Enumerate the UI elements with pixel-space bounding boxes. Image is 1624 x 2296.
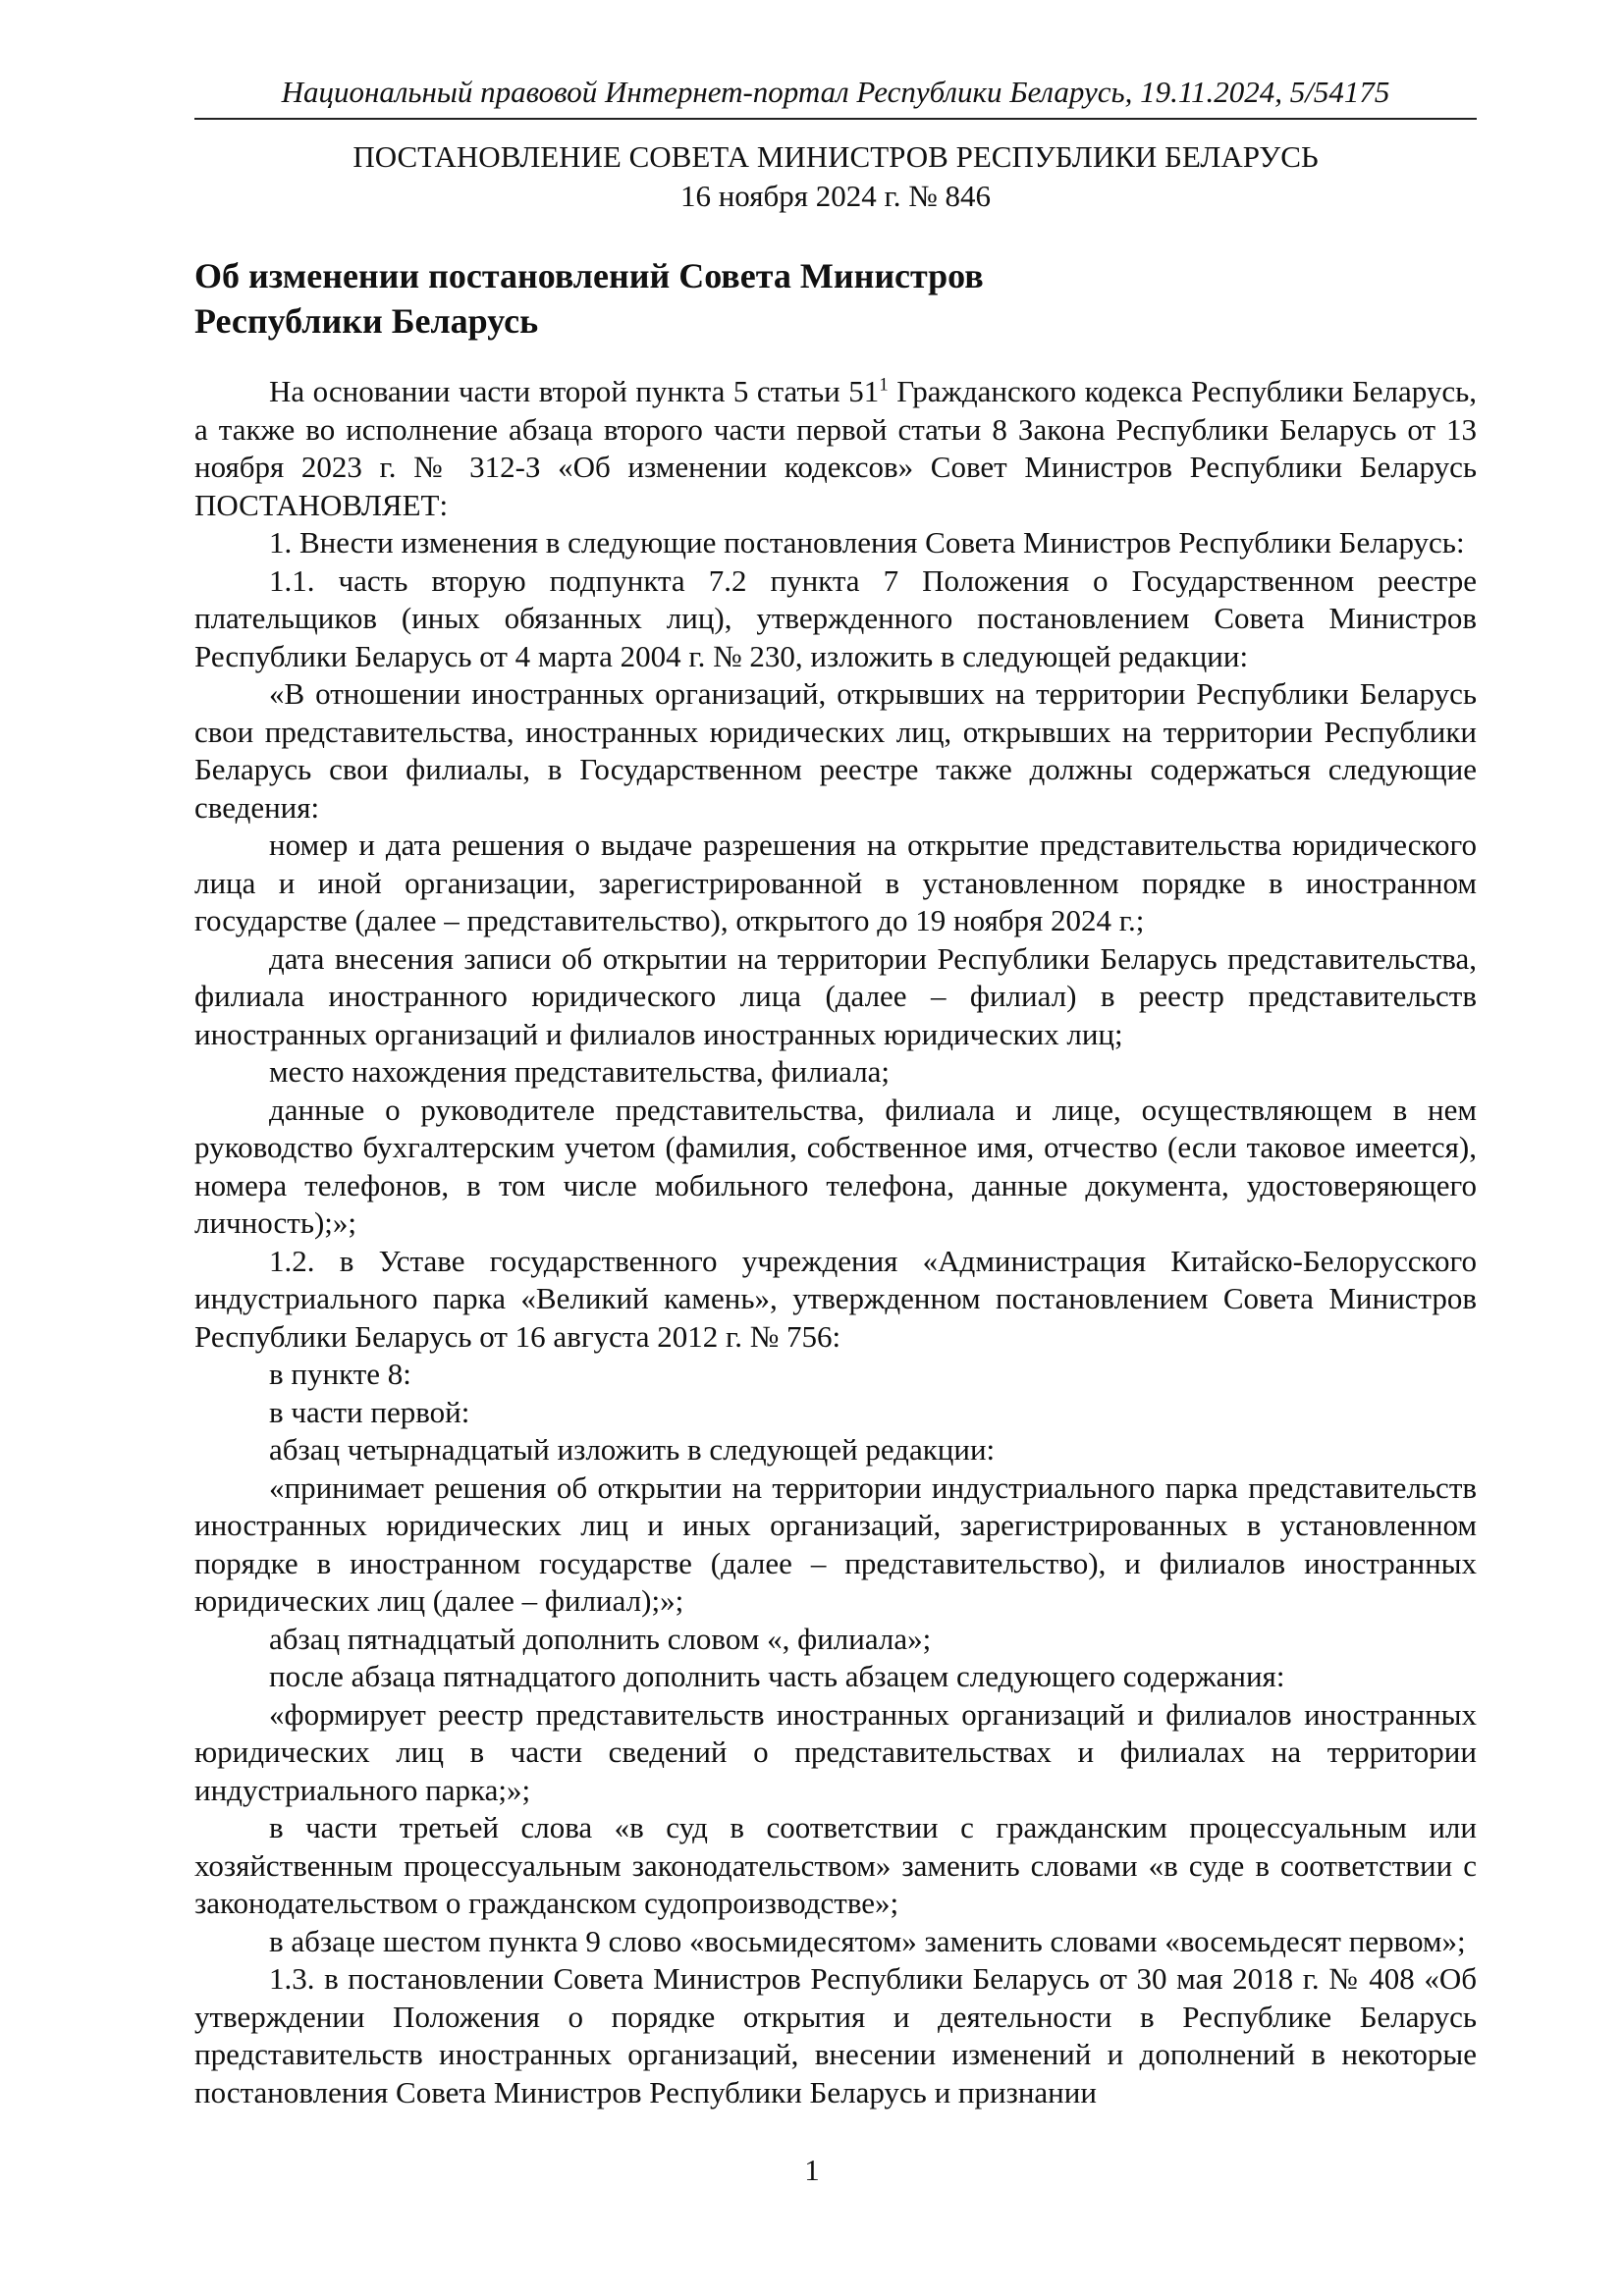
paragraph: «принимает решения об открытии на территории индустриального парка представительств иностранных юридических лиц и иных организаций, зарегистрированных в установленном порядке в иностранном государстве (далее – представительство), и филиалов иностранных юридических лиц (далее – филиал);»;	[194, 1469, 1477, 1618]
paragraph: «В отношении иностранных организаций, открывших на территории Республики Беларусь свои представительства, иностранных юридических лиц, открывших на территории Республики Беларусь свои филиалы, в Государственном реестре также должны содержаться следующие сведения:	[194, 676, 1477, 825]
document-date-number: 16 ноября 2024 г. № 846	[679, 179, 992, 213]
document-type: ПОСТАНОВЛЕНИЕ СОВЕТА МИНИСТРОВ РЕСПУБЛИКИ БЕЛАРУСЬ	[352, 139, 1319, 174]
preamble-part2: Гражданского кодекса Республики Беларусь, а также во исполнение абзаца второго части первой статьи 8 Закона Республики Беларусь от 13 ноября 2023 г. № 312-З «Об изменении кодексов» Совет Министров Республики Беларусь ПОСТАНОВЛЯЕТ:	[194, 374, 1477, 522]
paragraph: в части третьей слова «в суд в соответствии с гражданским процессуальным или хозяйственным процессуальным законодательством» заменить словами «в суде в соответствии с законодательством о гражданском судопроизводстве»;	[194, 1810, 1477, 1920]
paragraph: после абзаца пятнадцатого дополнить часть абзацем следующего содержания:	[269, 1659, 1285, 1693]
paragraph: дата внесения записи об открытии на территории Республики Беларусь представительства, филиала иностранного юридического лица (далее – филиал) в реестр представительств иностранных организаций и филиалов иностранных юридических лиц;	[194, 940, 1477, 1051]
paragraph: 1.2. в Уставе государственного учреждения «Администрация Китайско-Белорусского индустриального парка «Великий камень», утвержденном постановлением Совета Министров Республики Беларусь от 16 августа 2012 г. № 756:	[194, 1243, 1477, 1354]
paragraph: в части первой:	[269, 1394, 470, 1429]
document-page	[194, 73, 1477, 2111]
portal-header: Национальный правовой Интернет-портал Республики Беларусь, 19.11.2024, 5/54175	[194, 73, 1477, 120]
paragraph: 1.3. в постановлении Совета Министров Республики Беларусь от 30 мая 2018 г. № 408 «Об утверждении Положения о порядке открытия и деятельности в Республике Беларусь представительств иностранных организаций, внесении изменений и дополнений в некоторые постановления Совета Министров Республики Беларусь и признании	[194, 1961, 1477, 2109]
paragraph: в пункте 8:	[269, 1357, 411, 1391]
paragraph: в абзаце шестом пункта 9 слово «восьмидесятом» заменить словами «восемьдесят первом»;	[269, 1923, 1466, 1958]
preamble-part1: На основании части второй пункта 5 статьи 51	[269, 374, 880, 408]
paragraph: номер и дата решения о выдаче разрешения на открытие представительства юридического лица и иной организации, зарегистрированной в установленном порядке в иностранном государстве (далее – представительство), открытого до 19 ноября 2024 г.;	[194, 828, 1477, 937]
paragraph: 1. Внести изменения в следующие постановления Совета Министров Республики Беларусь:	[269, 525, 1465, 560]
paragraph: «формирует реестр представительств иностранных организаций и филиалов иностранных юридических лиц в части сведений о представительствах и филиалах на территории индустриального парка;»;	[194, 1696, 1477, 1807]
paragraph: абзац пятнадцатый дополнить словом «, филиала»;	[269, 1621, 932, 1656]
page-number: 1	[804, 2153, 820, 2187]
document-title: Об изменении постановлений Совета Министров Республики Беларусь	[194, 256, 984, 341]
paragraph: 1.1. часть вторую подпункта 7.2 пункта 7 Положения о Государственном реестре плательщиков (иных обязанных лиц), утвержденного постановлением Совета Министров Республики Беларусь от 4 марта 2004 г. № 230, изложить в следующей редакции:	[194, 562, 1477, 673]
preamble	[194, 373, 1477, 524]
document-body	[194, 373, 1477, 2111]
paragraph: абзац четырнадцатый изложить в следующей редакции:	[269, 1432, 996, 1467]
preamble-superscript: 1	[879, 374, 889, 396]
paragraph: место нахождения представительства, филиала;	[269, 1054, 891, 1089]
paragraph: данные о руководителе представительства, филиала и лице, осуществляющем в нем руководство бухгалтерским учетом (фамилия, собственное имя, отчество (если таковое имеется), номера телефонов, в том числе мобильного телефона, данные документа, удостоверяющего личность);»;	[194, 1092, 1477, 1240]
